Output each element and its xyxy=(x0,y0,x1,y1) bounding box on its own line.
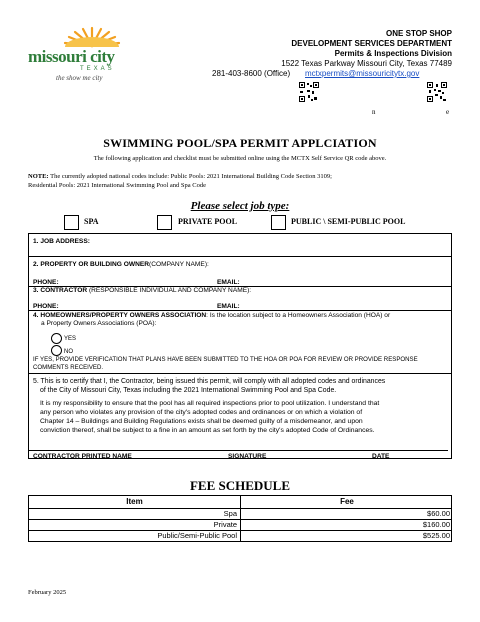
qr-code-right[interactable] xyxy=(427,82,447,102)
fee-table-header xyxy=(28,495,452,509)
col-fee-header: Fee xyxy=(340,497,354,506)
qr-caption-left: n xyxy=(372,108,376,116)
page-subtitle: The following application and checklist must be submitted online using the MCTX Self Service QR code above. xyxy=(93,155,387,162)
hoa-label-line2: a Property Owners Associations (POA): xyxy=(41,320,157,327)
logo-state: TEXAS xyxy=(80,66,115,72)
note-label: NOTE: xyxy=(28,173,49,180)
job-address-label: 1. JOB ADDRESS: xyxy=(33,238,90,245)
col-item-header: Item xyxy=(29,496,241,508)
header-email-link[interactable]: mctxpermits@missouricitytx.gov xyxy=(305,69,420,78)
fee-amount: $525.00 xyxy=(422,531,450,540)
printed-name-label: CONTRACTOR PRINTED NAME xyxy=(33,453,132,460)
header-one-stop: ONE STOP SHOP xyxy=(386,29,452,38)
qr-code-left[interactable] xyxy=(299,82,319,102)
table-row xyxy=(28,531,452,542)
header-division: Permits & Inspections Division xyxy=(334,49,452,58)
responsibility-line4: conviction thereof, shall be subject to a fine in an amount as set forth by the city's adopted Code of Ordinances. xyxy=(40,427,375,434)
hoa-no-radio[interactable] xyxy=(51,345,62,356)
hoa-note-line2: COMMENTS RECEIVED. xyxy=(33,364,104,371)
page-title: SWIMMING POOL/SPA PERMIT APPLCIATION xyxy=(103,136,377,150)
qr-caption-right: e xyxy=(446,108,450,116)
job-type-prompt: Please select job type: xyxy=(190,200,290,212)
fee-item: Spa xyxy=(29,509,241,519)
fee-item: Public/Semi-Public Pool xyxy=(29,531,241,541)
fee-table xyxy=(28,495,452,542)
codes-note xyxy=(28,172,458,190)
date-label: DATE xyxy=(372,453,390,460)
logo-name: missouri city xyxy=(28,47,115,66)
certify-line1: 5. This is to certify that I, the Contractor, being issued this permit, will comply with all adopted codes and ordinances xyxy=(33,378,386,385)
fee-amount: $60.00 xyxy=(427,509,450,518)
contractor-label: 3. CONTRACTOR (RESPONSIBLE INDIVIDUAL AND COMPANY NAME): xyxy=(33,287,252,294)
table-row xyxy=(28,509,452,520)
section-divider xyxy=(28,373,452,374)
signature-label: SIGNATURE xyxy=(228,453,267,460)
spa-label: SPA xyxy=(84,217,99,226)
fee-schedule-title: FEE SCHEDULE xyxy=(189,478,291,493)
private-pool-label: PRIVATE POOL xyxy=(178,217,238,226)
responsibility-line2: any person who violates any provision of the city's adopted codes and ordinances or on which a violation of xyxy=(40,409,363,416)
owner-phone-label: PHONE: xyxy=(33,279,59,286)
owner-label: 2. PROPERTY OR BUILDING OWNER(COMPANY NAME): xyxy=(33,261,209,268)
footer-date: February 2025 xyxy=(28,589,67,596)
hoa-label: 4. HOMEOWNERS/PROPERTY OWNERS ASSOCIATION: Is the location subject to a Homeowners Association (HOA) or xyxy=(33,312,391,319)
note-text: The currently adopted national codes include: Public Pools: 2021 International Building Code Section 3109; xyxy=(48,173,332,180)
hoa-yes-label: YES xyxy=(64,336,77,342)
responsibility-line1: It is my responsibility to ensure that the pool has all required inspections prior to pool utilization. I understand that xyxy=(40,400,380,407)
contractor-email-label: EMAIL: xyxy=(217,303,240,310)
certify-line2: of the City of Missouri City, Texas including the 2021 International Swimming Pool and Spa Code. xyxy=(40,387,337,394)
section-divider xyxy=(28,310,452,311)
hoa-no-label: NO xyxy=(64,349,73,355)
hoa-yes-radio[interactable] xyxy=(51,333,62,344)
logo-tagline: the show me city xyxy=(56,74,103,82)
responsibility-line3: Chapter 14 – Buildings and Building Regulations exists shall be deemed guilty of a misdemeanor, and upon xyxy=(40,418,363,425)
header-phone: 281-403-8600 (Office) xyxy=(212,69,291,78)
public-pool-checkbox[interactable] xyxy=(271,215,286,230)
signature-line[interactable] xyxy=(28,450,448,451)
section-divider xyxy=(28,256,452,257)
note-line2: Residential Pools: 2021 International Swimming Pool and Spa Code xyxy=(28,182,207,189)
hoa-note-line1: IF YES, PROVIDE VERIFICATION THAT PLANS HAVE BEEN SUBMITTED TO THE HOA OR POA FOR REVIEW OR PROVIDE RESPONSE xyxy=(33,356,418,363)
public-pool-label: PUBLIC \ SEMI-PUBLIC POOL xyxy=(291,217,406,226)
fee-amount: $160.00 xyxy=(422,520,450,529)
private-pool-checkbox[interactable] xyxy=(157,215,172,230)
owner-email-label: EMAIL: xyxy=(217,279,240,286)
spa-checkbox[interactable] xyxy=(64,215,79,230)
contractor-phone-label: PHONE: xyxy=(33,303,59,310)
header-department: DEVELOPMENT SERVICES DEPARTMENT xyxy=(291,39,452,48)
table-row xyxy=(28,520,452,531)
fee-item: Private xyxy=(29,520,241,530)
header-address: 1522 Texas Parkway Missouri City, Texas 77489 xyxy=(281,59,452,68)
